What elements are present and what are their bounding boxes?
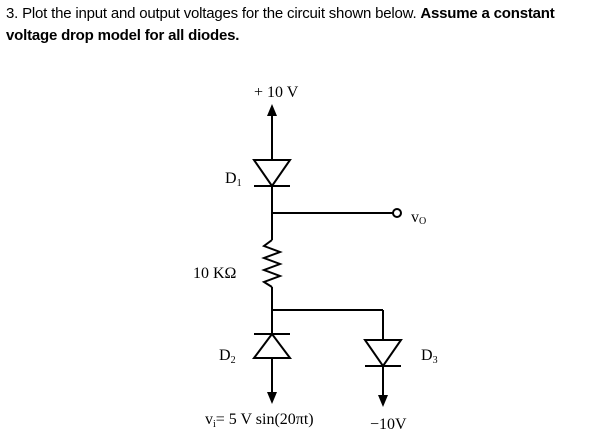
d2-diode-symbol: [254, 334, 290, 358]
d2-label: D2: [219, 347, 236, 366]
d1-label: D1: [225, 170, 242, 189]
top-supply-arrow: [267, 104, 277, 116]
resistor-label: 10 KΩ: [193, 265, 237, 282]
problem-number: 3.: [6, 5, 19, 22]
problem-bold-text: Assume a constant voltage drop model for all diodes.: [6, 5, 555, 44]
top-supply-label: + 10 V: [254, 84, 299, 101]
resistor-symbol: [264, 240, 280, 287]
output-terminal: [393, 209, 401, 217]
output-label: vO: [411, 209, 427, 227]
d3-diode-symbol: [365, 340, 401, 366]
bottom-supply-arrow: [378, 395, 388, 407]
bottom-supply-label: −10V: [370, 416, 407, 433]
input-source-label: vi= 5 V sin(20πt): [205, 411, 314, 430]
d3-label: D3: [421, 347, 438, 366]
input-arrow: [267, 392, 277, 404]
problem-text: Plot the input and output voltages for the circuit shown below.: [22, 5, 417, 22]
d1-diode-symbol: [254, 160, 290, 186]
